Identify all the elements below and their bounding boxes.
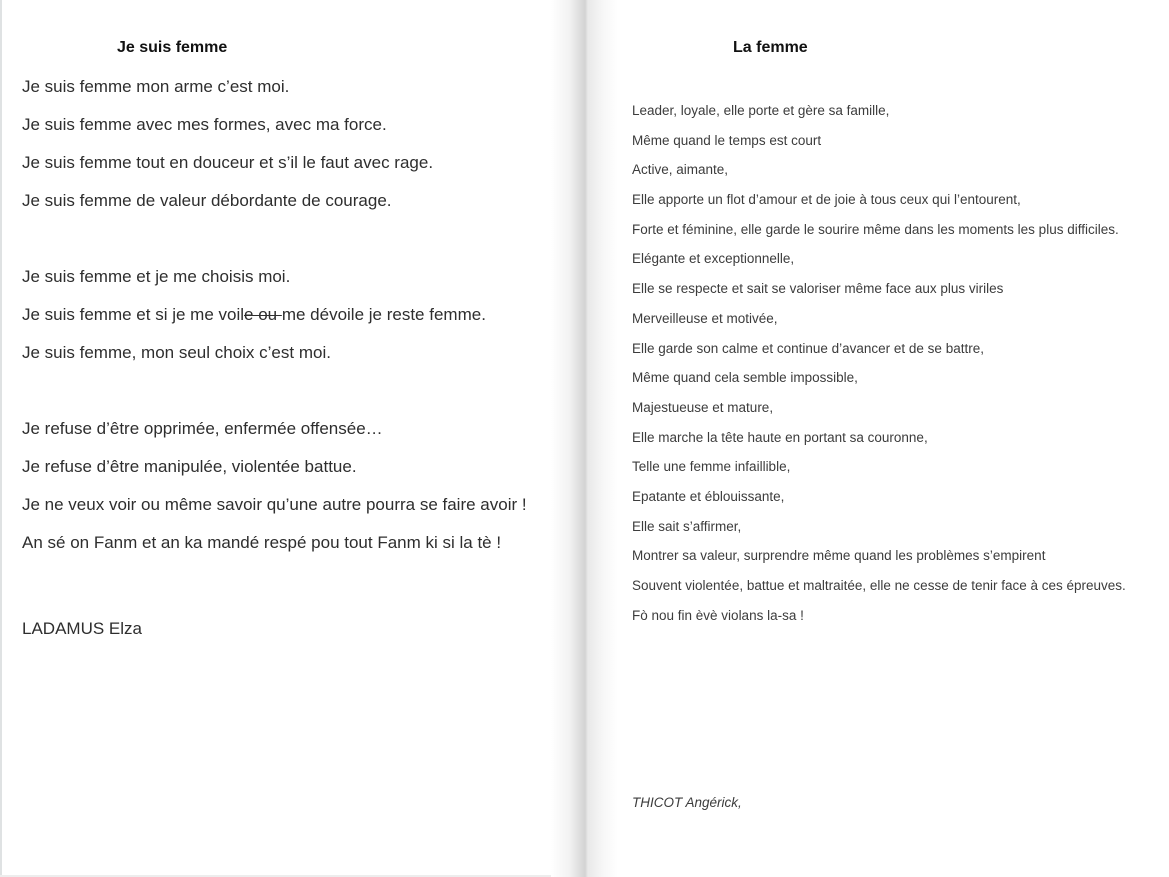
poem-line: Même quand cela semble impossible,	[632, 370, 858, 386]
poem-line: Je suis femme tout en douceur et s’il le faut avec rage.	[22, 153, 434, 172]
poem-line: Souvent violentée, battue et maltraitée, elle ne cesse de tenir face à ces épreuves.	[632, 578, 1126, 593]
poem-line: Merveilleuse et motivée,	[632, 310, 778, 326]
poem-line: Je suis femme de valeur débordante de courage.	[22, 191, 392, 210]
left-poem-author: LADAMUS Elza	[22, 619, 142, 638]
right-poem-title: La femme	[733, 39, 808, 56]
poem-line: Forte et féminine, elle garde le sourire même dans les moments les plus difficiles.	[632, 221, 1119, 237]
right-page	[632, 0, 1169, 818]
struck-text: e ou	[244, 305, 282, 324]
poem-line: Fò nou fin èvè violans la-sa !	[632, 607, 804, 623]
poem-line: Montrer sa valeur, surprendre même quand les problèmes s’empirent	[632, 548, 1046, 564]
right-poem-body	[632, 96, 1169, 818]
poem-line: Je suis femme avec mes formes, avec ma force.	[22, 115, 387, 134]
poem-line: Je refuse d’être opprimée, enfermée offensée…	[22, 419, 383, 438]
poem-line-with-strikethrough	[22, 296, 551, 334]
left-poem-title: Je suis femme	[117, 39, 228, 56]
poem-line: Leader, loyale, elle porte et gère sa famille,	[632, 103, 890, 118]
poem-line: An sé on Fanm et an ka mandé respé pou tout Fanm ki si la tè !	[22, 533, 502, 552]
poem-line: Elle garde son calme et continue d’avancer et de se battre,	[632, 340, 984, 356]
blank-space	[632, 630, 1169, 788]
poem-line-segment: Je suis femme et si je me voil	[22, 305, 245, 324]
poem-line: Je ne veux voir ou même savoir qu’une autre pourra se faire avoir !	[22, 495, 527, 514]
poem-line: Telle une femme infaillible,	[632, 459, 791, 475]
poem-line: Active, aimante,	[632, 162, 729, 178]
poem-line-segment: me dévoile je reste femme.	[281, 305, 486, 324]
poem-line: Même quand le temps est court	[632, 132, 822, 148]
page-gutter-shadow	[551, 0, 618, 877]
poem-line: Je suis femme, mon seul choix c’est moi.	[22, 343, 331, 362]
poem-line: Majestueuse et mature,	[632, 399, 774, 415]
poem-line: Je suis femme mon arme c’est moi.	[22, 77, 290, 96]
blank-line	[0, 220, 551, 258]
poem-line: Elle marche la tête haute en portant sa couronne,	[632, 429, 928, 445]
blank-line	[0, 372, 551, 410]
poem-line: Elle sait s’affirmer,	[632, 518, 742, 534]
left-page	[0, 0, 551, 648]
poem-line: Je suis femme et je me choisis moi.	[22, 267, 291, 286]
poem-line: Elle apporte un flot d’amour et de joie à tous ceux qui l’entourent,	[632, 192, 1021, 208]
poem-line: Elle se respecte et sait se valoriser même face aux plus viriles	[632, 281, 1004, 297]
poem-line: Je refuse d’être manipulée, violentée battue.	[22, 457, 357, 476]
right-poem-author: THICOT Angérick,	[632, 795, 742, 811]
poem-line: Epatante et éblouissante,	[632, 488, 785, 504]
blank-line	[0, 562, 551, 610]
poem-line: Elégante et exceptionnelle,	[632, 251, 795, 267]
left-poem-body	[0, 68, 551, 648]
